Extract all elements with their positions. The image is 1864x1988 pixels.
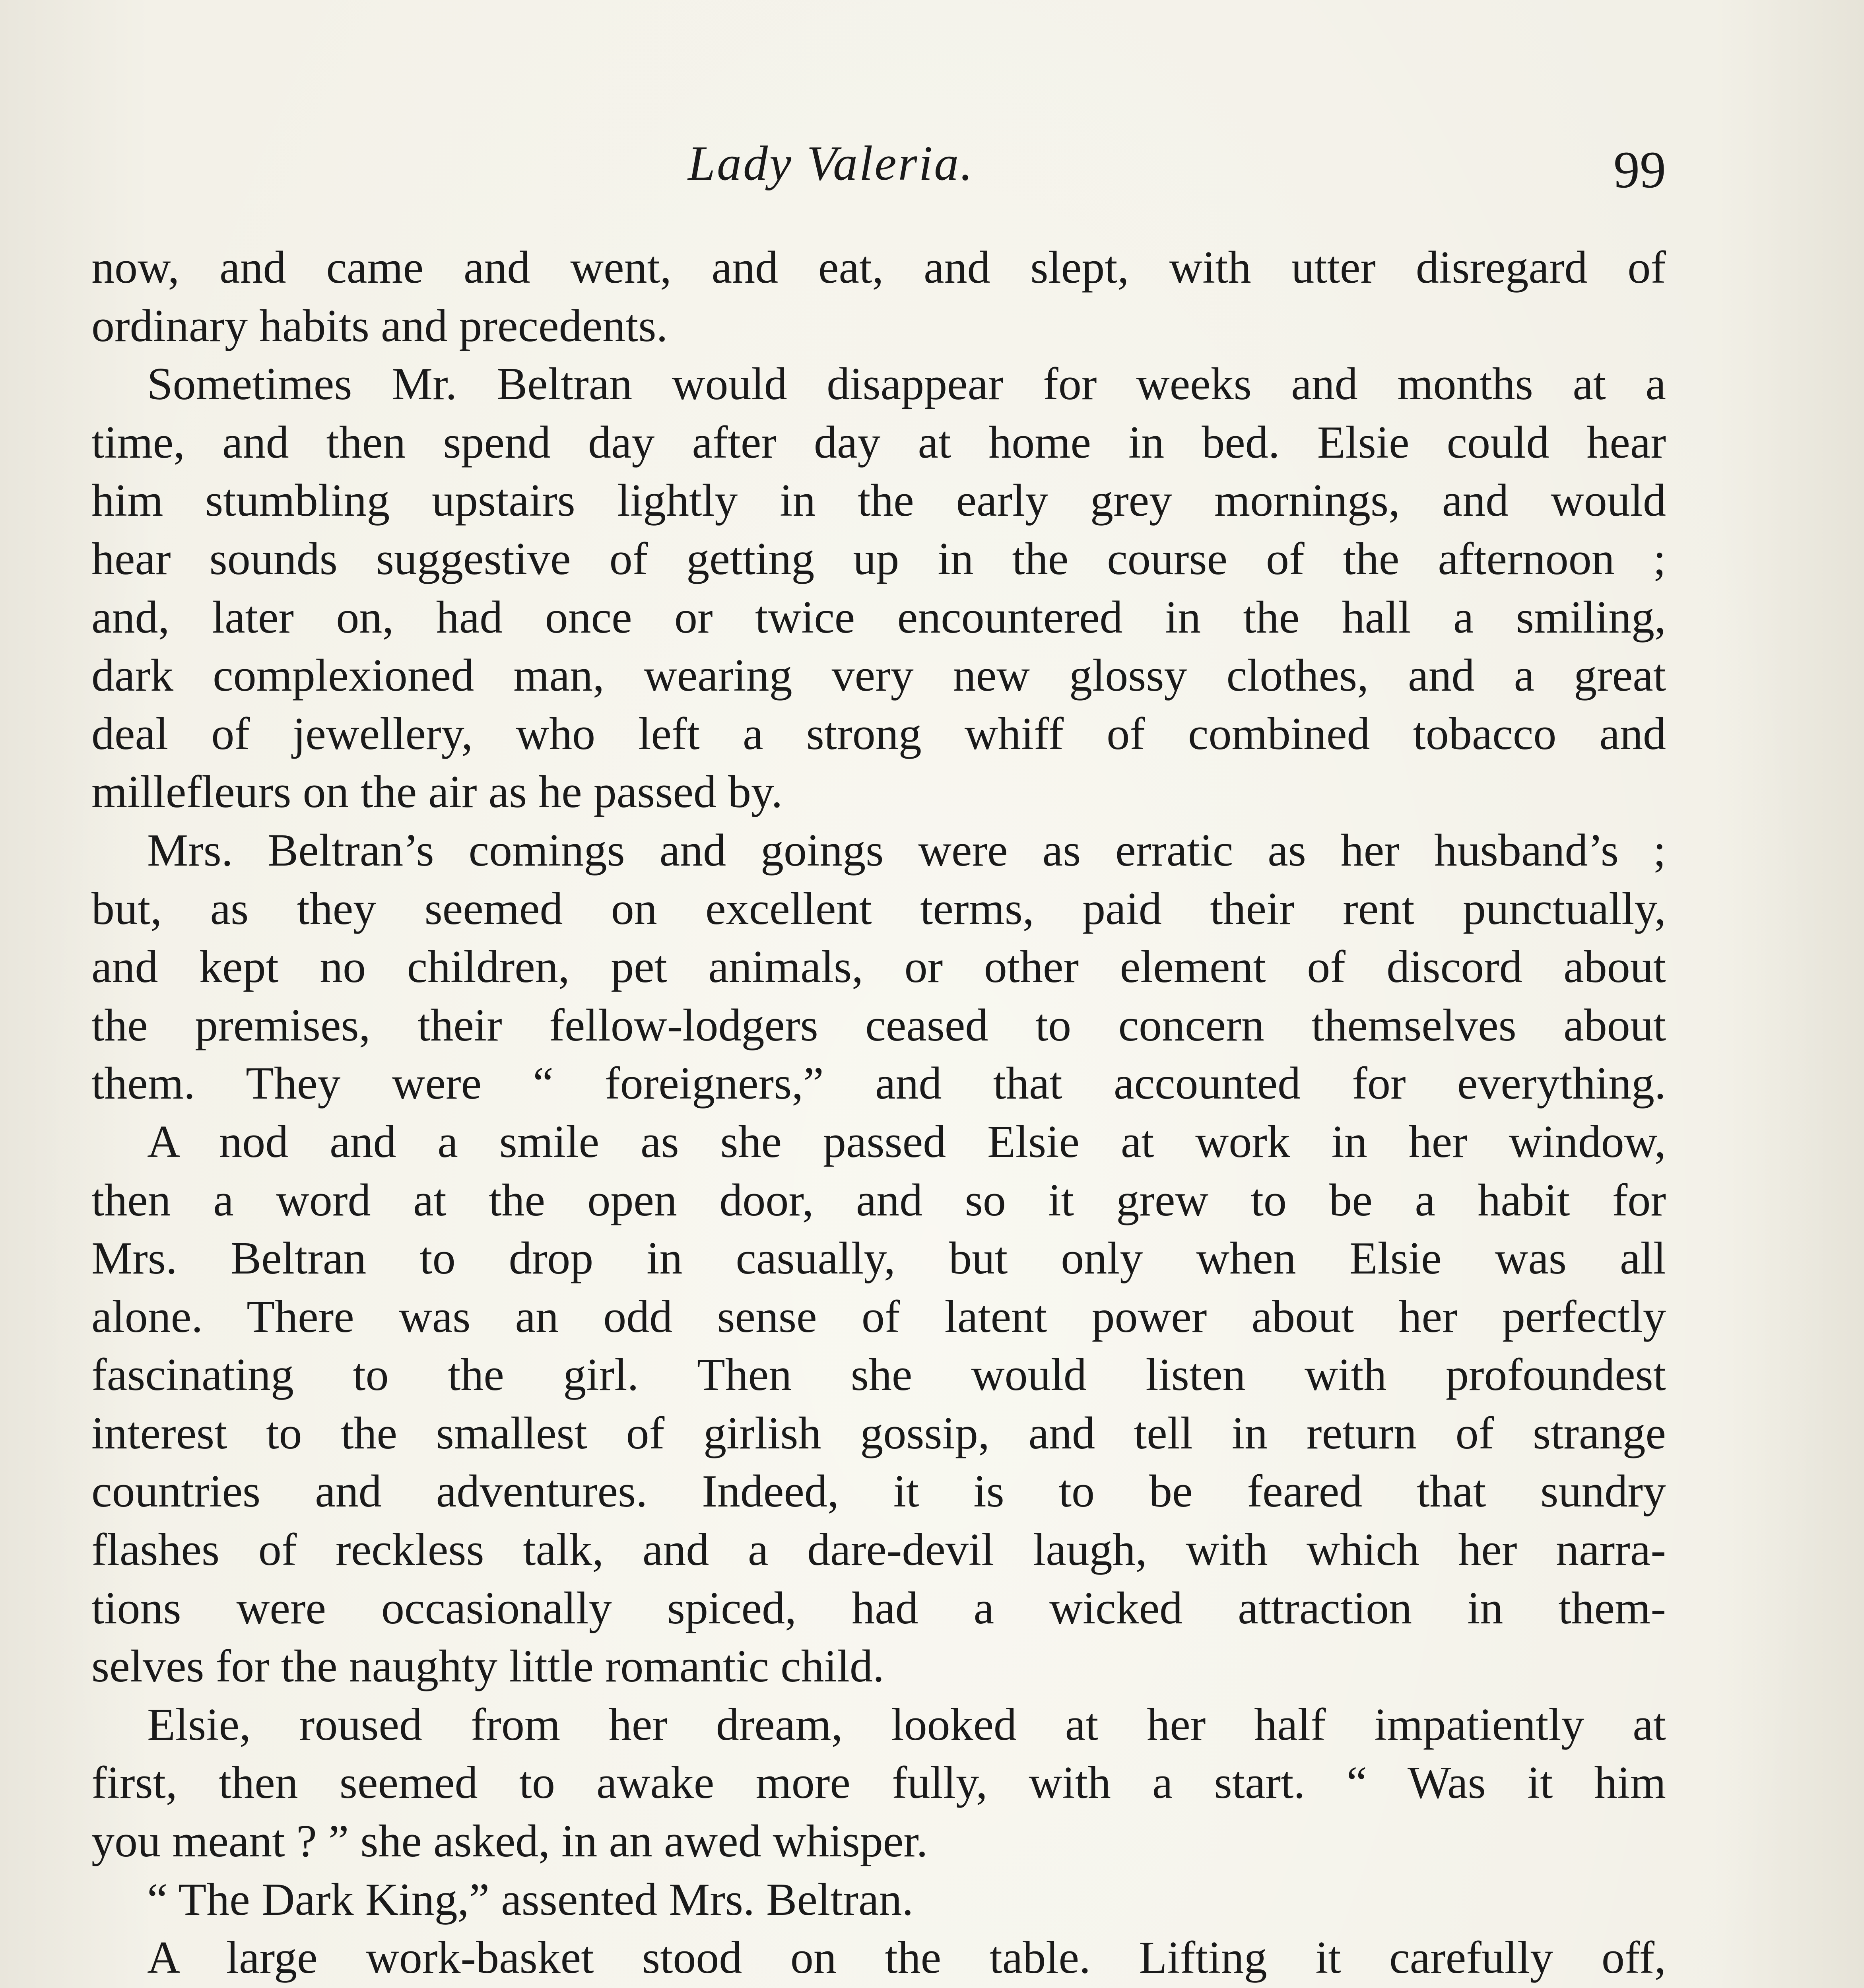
text-line: but, as they seemed on excellent terms, paid their rent punctually,	[91, 883, 1666, 934]
text-line: time, and then spend day after day at home in bed. Elsie could hear	[91, 417, 1666, 468]
text-line: A nod and a smile as she passed Elsie at work in her window,	[147, 1116, 1666, 1167]
text-line: countries and adventures. Indeed, it is to be feared that sundry	[91, 1466, 1666, 1517]
running-head	[91, 135, 1666, 215]
text-line: Mrs. Beltran’s comings and goings were as erratic as her husband’s ;	[147, 825, 1666, 876]
text-line: the premises, their fellow-lodgers ceased to concern themselves about	[91, 1000, 1666, 1051]
text-line: and, later on, had once or twice encountered in the hall a smiling,	[91, 592, 1666, 643]
text-line: A large work-basket stood on the table. Lifting it carefully off,	[147, 1932, 1666, 1984]
text-line: and kept no children, pet animals, or other element of discord about	[91, 942, 1666, 993]
text-line: first, then seemed to awake more fully, with a start. “ Was it him	[91, 1757, 1666, 1809]
text-line: dark complexioned man, wearing very new glossy clothes, and a great	[91, 650, 1666, 701]
text-line: tions were occasionally spiced, had a wicked attraction in them-	[91, 1582, 1666, 1634]
text-line: “ The Dark King,” assented Mrs. Beltran.	[147, 1874, 914, 1925]
text-line: fascinating to the girl. Then she would listen with profoundest	[91, 1349, 1666, 1401]
page-number: 99	[1614, 140, 1666, 199]
text-line: flashes of reckless talk, and a dare-devil laugh, with which her narra-	[91, 1524, 1666, 1576]
text-line: Elsie, roused from her dream, looked at her half impatiently at	[147, 1699, 1666, 1750]
text-line: them. They were “ foreigners,” and that accounted for everything.	[91, 1058, 1666, 1109]
text-line: ordinary habits and precedents.	[91, 300, 668, 351]
text-line: interest to the smallest of girlish gossip, and tell in return of strange	[91, 1408, 1666, 1459]
text-line: Mrs. Beltran to drop in casually, but only when Elsie was all	[91, 1233, 1666, 1284]
text-line: Sometimes Mr. Beltran would disappear for weeks and months at a	[147, 359, 1666, 410]
running-title: Lady Valeria.	[688, 136, 975, 190]
text-line: selves for the naughty little romantic child.	[91, 1641, 885, 1692]
text-line: now, and came and went, and eat, and slept, with utter disregard of	[91, 242, 1666, 293]
text-line: you meant ? ” she asked, in an awed whisper.	[91, 1816, 928, 1867]
text-line: alone. There was an odd sense of latent power about her perfectly	[91, 1291, 1666, 1342]
text-line: millefleurs on the air as he passed by.	[91, 767, 783, 818]
text-line: deal of jewellery, who left a strong whiff of combined tobacco and	[91, 708, 1666, 759]
text-line: hear sounds suggestive of getting up in the course of the afternoon ;	[91, 533, 1666, 584]
text-line: then a word at the open door, and so it grew to be a habit for	[91, 1175, 1666, 1226]
text-line: him stumbling upstairs lightly in the early grey mornings, and would	[91, 475, 1666, 526]
body-text	[91, 239, 1666, 1988]
